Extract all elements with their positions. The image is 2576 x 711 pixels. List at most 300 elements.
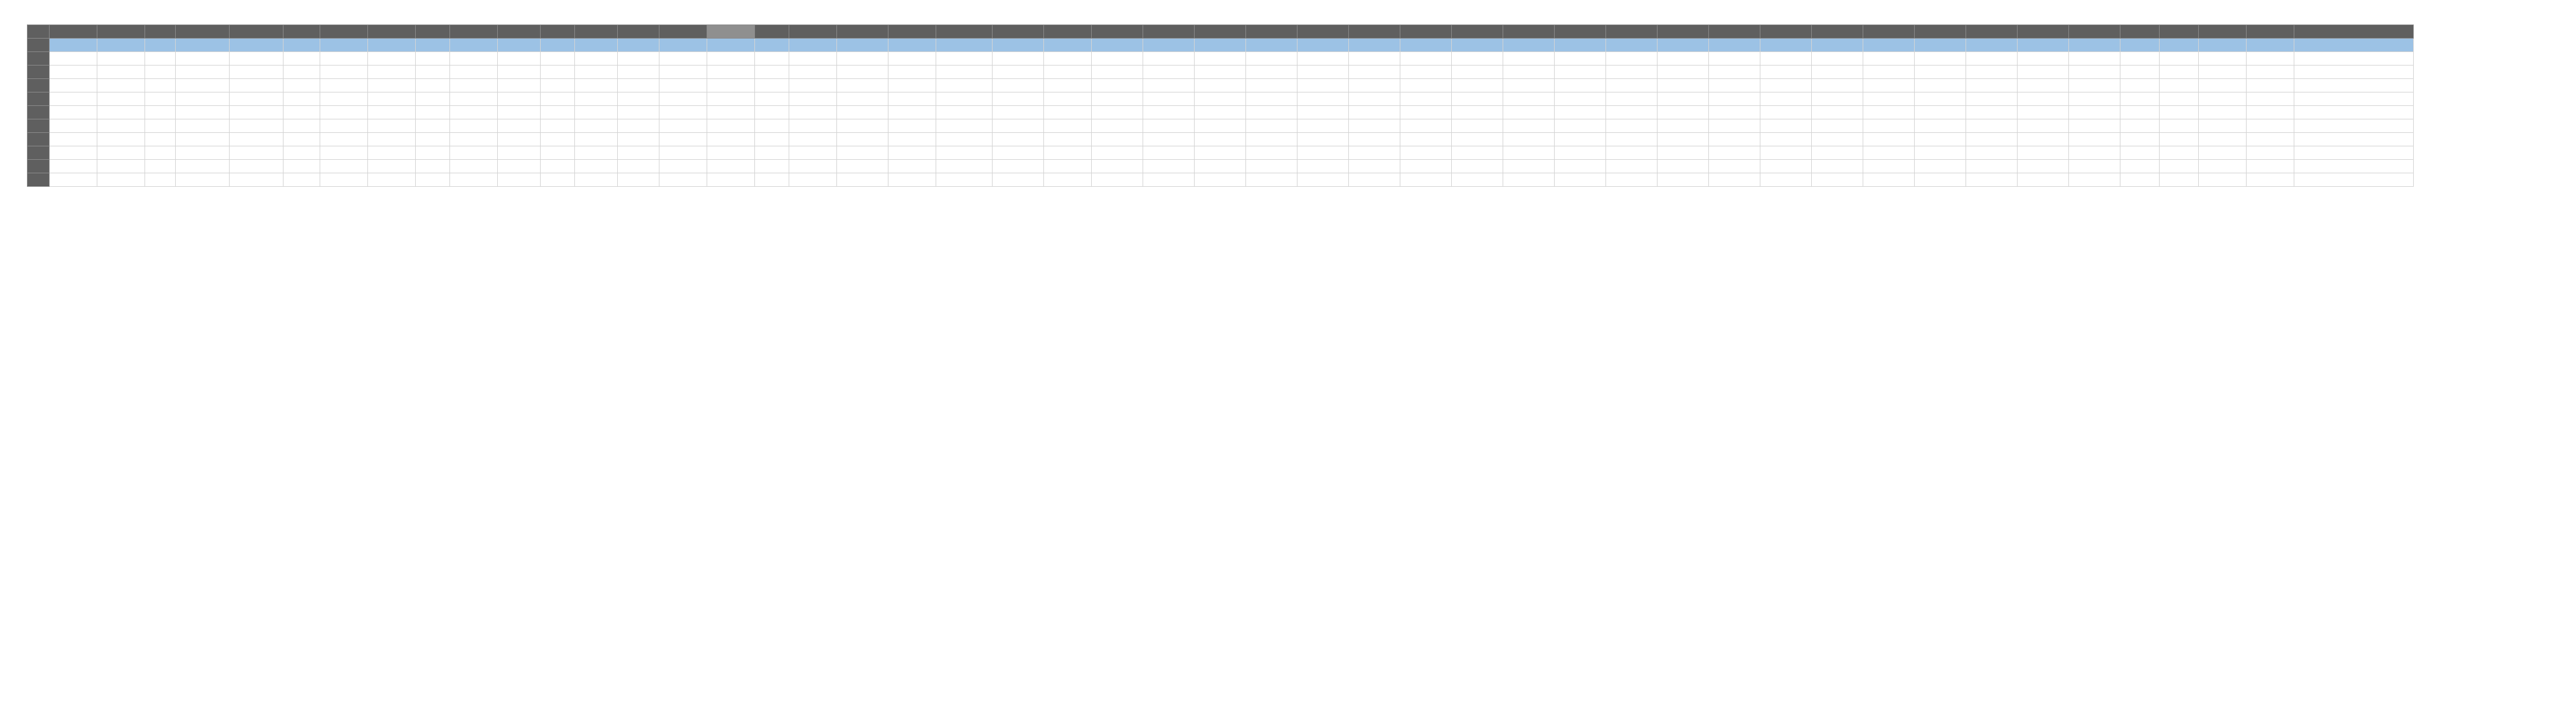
cell-aa5[interactable] <box>1246 92 1297 106</box>
cell-aa9[interactable] <box>1246 146 1297 160</box>
cell-o3[interactable] <box>659 66 707 79</box>
cell-ag2[interactable] <box>1555 52 1606 66</box>
cell-c11[interactable] <box>145 173 176 187</box>
cell-r9[interactable] <box>789 146 837 160</box>
cell-e5[interactable] <box>230 92 284 106</box>
cell-n10[interactable] <box>618 160 659 173</box>
cell-b4[interactable] <box>97 79 145 92</box>
cell-d5[interactable] <box>176 92 230 106</box>
cell-q9[interactable] <box>755 146 789 160</box>
cell-o5[interactable] <box>659 92 707 106</box>
cell-e2[interactable] <box>230 52 284 66</box>
cell-ad1[interactable] <box>1400 39 1452 52</box>
cell-h4[interactable] <box>368 79 416 92</box>
cell-as1[interactable] <box>2160 39 2199 52</box>
cell-a8[interactable] <box>50 133 97 146</box>
column-header-w[interactable] <box>1044 25 1092 39</box>
cell-e8[interactable] <box>230 133 284 146</box>
cell-n6[interactable] <box>618 106 659 119</box>
cell-d10[interactable] <box>176 160 230 173</box>
cell-x6[interactable] <box>1092 106 1143 119</box>
cell-w7[interactable] <box>1044 119 1092 133</box>
cell-g4[interactable] <box>320 79 368 92</box>
cell-au7[interactable] <box>2247 119 2294 133</box>
cell-ac11[interactable] <box>1349 173 1400 187</box>
cell-r7[interactable] <box>789 119 837 133</box>
column-header-am[interactable] <box>1863 25 1915 39</box>
cell-x3[interactable] <box>1092 66 1143 79</box>
cell-ao4[interactable] <box>1966 79 2018 92</box>
cell-au3[interactable] <box>2247 66 2294 79</box>
cell-ar6[interactable] <box>2120 106 2160 119</box>
cell-ai7[interactable] <box>1658 119 1709 133</box>
cell-y7[interactable] <box>1143 119 1195 133</box>
column-header-j[interactable] <box>450 25 498 39</box>
cell-m7[interactable] <box>575 119 618 133</box>
column-header-af[interactable] <box>1503 25 1555 39</box>
cell-o11[interactable] <box>659 173 707 187</box>
cell-v5[interactable] <box>993 92 1044 106</box>
cell-g9[interactable] <box>320 146 368 160</box>
cell-ai4[interactable] <box>1658 79 1709 92</box>
cell-t11[interactable] <box>888 173 936 187</box>
cell-f10[interactable] <box>284 160 320 173</box>
cell-b2[interactable] <box>97 52 145 66</box>
cell-p7[interactable] <box>707 119 755 133</box>
cell-aq1[interactable] <box>2069 39 2120 52</box>
cell-y11[interactable] <box>1143 173 1195 187</box>
cell-ap1[interactable] <box>2018 39 2069 52</box>
cell-d6[interactable] <box>176 106 230 119</box>
cell-ac6[interactable] <box>1349 106 1400 119</box>
cell-h5[interactable] <box>368 92 416 106</box>
cell-ag11[interactable] <box>1555 173 1606 187</box>
cell-ap5[interactable] <box>2018 92 2069 106</box>
cell-ar9[interactable] <box>2120 146 2160 160</box>
column-header-y[interactable] <box>1143 25 1195 39</box>
cell-r1[interactable] <box>789 39 837 52</box>
cell-ai3[interactable] <box>1658 66 1709 79</box>
cell-g6[interactable] <box>320 106 368 119</box>
cell-c7[interactable] <box>145 119 176 133</box>
cell-at2[interactable] <box>2199 52 2247 66</box>
column-header-l[interactable] <box>541 25 575 39</box>
cell-b3[interactable] <box>97 66 145 79</box>
cell-z2[interactable] <box>1195 52 1246 66</box>
cell-ak3[interactable] <box>1760 66 1812 79</box>
cell-ah2[interactable] <box>1606 52 1658 66</box>
cell-av9[interactable] <box>2294 146 2414 160</box>
cell-ak8[interactable] <box>1760 133 1812 146</box>
cell-u9[interactable] <box>936 146 993 160</box>
cell-p11[interactable] <box>707 173 755 187</box>
cell-d7[interactable] <box>176 119 230 133</box>
cell-z10[interactable] <box>1195 160 1246 173</box>
cell-j1[interactable] <box>450 39 498 52</box>
cell-e4[interactable] <box>230 79 284 92</box>
cell-a5[interactable] <box>50 92 97 106</box>
cell-af10[interactable] <box>1503 160 1555 173</box>
column-header-av[interactable] <box>2294 25 2414 39</box>
cell-b10[interactable] <box>97 160 145 173</box>
cell-ak1[interactable] <box>1760 39 1812 52</box>
cell-z6[interactable] <box>1195 106 1246 119</box>
cell-n8[interactable] <box>618 133 659 146</box>
cell-r10[interactable] <box>789 160 837 173</box>
cell-al5[interactable] <box>1812 92 1863 106</box>
cell-ab2[interactable] <box>1297 52 1349 66</box>
cell-a3[interactable] <box>50 66 97 79</box>
cell-ac2[interactable] <box>1349 52 1400 66</box>
cell-ad9[interactable] <box>1400 146 1452 160</box>
cell-at10[interactable] <box>2199 160 2247 173</box>
cell-g5[interactable] <box>320 92 368 106</box>
cell-ae11[interactable] <box>1452 173 1503 187</box>
cell-at9[interactable] <box>2199 146 2247 160</box>
cell-e1[interactable] <box>230 39 284 52</box>
cell-q2[interactable] <box>755 52 789 66</box>
cell-aq10[interactable] <box>2069 160 2120 173</box>
cell-q10[interactable] <box>755 160 789 173</box>
cell-u1[interactable] <box>936 39 993 52</box>
cell-ah9[interactable] <box>1606 146 1658 160</box>
cell-av4[interactable] <box>2294 79 2414 92</box>
cell-ab5[interactable] <box>1297 92 1349 106</box>
row-header-1[interactable] <box>28 39 50 52</box>
cell-ag7[interactable] <box>1555 119 1606 133</box>
cell-af3[interactable] <box>1503 66 1555 79</box>
cell-ag10[interactable] <box>1555 160 1606 173</box>
cell-ag3[interactable] <box>1555 66 1606 79</box>
cell-x11[interactable] <box>1092 173 1143 187</box>
cell-ae9[interactable] <box>1452 146 1503 160</box>
cell-l2[interactable] <box>541 52 575 66</box>
cell-j7[interactable] <box>450 119 498 133</box>
row-header-11[interactable] <box>28 173 50 187</box>
cell-p9[interactable] <box>707 146 755 160</box>
row-header-8[interactable] <box>28 133 50 146</box>
cell-ai1[interactable] <box>1658 39 1709 52</box>
cell-y2[interactable] <box>1143 52 1195 66</box>
cell-ac1[interactable] <box>1349 39 1400 52</box>
cell-ao10[interactable] <box>1966 160 2018 173</box>
cell-au8[interactable] <box>2247 133 2294 146</box>
cell-an5[interactable] <box>1915 92 1966 106</box>
cell-av8[interactable] <box>2294 133 2414 146</box>
cell-ar11[interactable] <box>2120 173 2160 187</box>
cell-d9[interactable] <box>176 146 230 160</box>
cell-f8[interactable] <box>284 133 320 146</box>
cell-al2[interactable] <box>1812 52 1863 66</box>
column-header-i[interactable] <box>416 25 450 39</box>
cell-aa2[interactable] <box>1246 52 1297 66</box>
cell-q4[interactable] <box>755 79 789 92</box>
cell-m9[interactable] <box>575 146 618 160</box>
cell-n5[interactable] <box>618 92 659 106</box>
column-header-at[interactable] <box>2199 25 2247 39</box>
cell-am8[interactable] <box>1863 133 1915 146</box>
cell-v11[interactable] <box>993 173 1044 187</box>
cell-ah3[interactable] <box>1606 66 1658 79</box>
cell-am1[interactable] <box>1863 39 1915 52</box>
cell-au10[interactable] <box>2247 160 2294 173</box>
cell-as5[interactable] <box>2160 92 2199 106</box>
cell-t4[interactable] <box>888 79 936 92</box>
cell-l3[interactable] <box>541 66 575 79</box>
cell-h2[interactable] <box>368 52 416 66</box>
cell-al3[interactable] <box>1812 66 1863 79</box>
cell-am4[interactable] <box>1863 79 1915 92</box>
cell-w3[interactable] <box>1044 66 1092 79</box>
cell-ab9[interactable] <box>1297 146 1349 160</box>
cell-c6[interactable] <box>145 106 176 119</box>
cell-at8[interactable] <box>2199 133 2247 146</box>
cell-l1[interactable] <box>541 39 575 52</box>
cell-ad7[interactable] <box>1400 119 1452 133</box>
cell-h11[interactable] <box>368 173 416 187</box>
cell-ae5[interactable] <box>1452 92 1503 106</box>
cell-t3[interactable] <box>888 66 936 79</box>
cell-at4[interactable] <box>2199 79 2247 92</box>
cell-au2[interactable] <box>2247 52 2294 66</box>
cell-ap8[interactable] <box>2018 133 2069 146</box>
cell-ac4[interactable] <box>1349 79 1400 92</box>
cell-at11[interactable] <box>2199 173 2247 187</box>
cell-ae1[interactable] <box>1452 39 1503 52</box>
cell-ag8[interactable] <box>1555 133 1606 146</box>
column-header-ac[interactable] <box>1349 25 1400 39</box>
cell-p6[interactable] <box>707 106 755 119</box>
cell-ac8[interactable] <box>1349 133 1400 146</box>
cell-f2[interactable] <box>284 52 320 66</box>
cell-s11[interactable] <box>837 173 888 187</box>
cell-aa3[interactable] <box>1246 66 1297 79</box>
cell-al7[interactable] <box>1812 119 1863 133</box>
cell-h10[interactable] <box>368 160 416 173</box>
cell-af2[interactable] <box>1503 52 1555 66</box>
cell-j11[interactable] <box>450 173 498 187</box>
cell-u10[interactable] <box>936 160 993 173</box>
cell-ag1[interactable] <box>1555 39 1606 52</box>
cell-af1[interactable] <box>1503 39 1555 52</box>
cell-i7[interactable] <box>416 119 450 133</box>
cell-t1[interactable] <box>888 39 936 52</box>
cell-av5[interactable] <box>2294 92 2414 106</box>
cell-u3[interactable] <box>936 66 993 79</box>
cell-q8[interactable] <box>755 133 789 146</box>
column-header-d[interactable] <box>176 25 230 39</box>
cell-aa1[interactable] <box>1246 39 1297 52</box>
cell-f5[interactable] <box>284 92 320 106</box>
cell-b5[interactable] <box>97 92 145 106</box>
cell-j10[interactable] <box>450 160 498 173</box>
cell-ak6[interactable] <box>1760 106 1812 119</box>
cell-j8[interactable] <box>450 133 498 146</box>
column-header-ab[interactable] <box>1297 25 1349 39</box>
cell-ag9[interactable] <box>1555 146 1606 160</box>
cell-ae10[interactable] <box>1452 160 1503 173</box>
cell-ak10[interactable] <box>1760 160 1812 173</box>
cell-ar5[interactable] <box>2120 92 2160 106</box>
column-header-ar[interactable] <box>2120 25 2160 39</box>
cell-ad11[interactable] <box>1400 173 1452 187</box>
cell-a7[interactable] <box>50 119 97 133</box>
cell-r8[interactable] <box>789 133 837 146</box>
cell-o6[interactable] <box>659 106 707 119</box>
cell-an3[interactable] <box>1915 66 1966 79</box>
cell-m8[interactable] <box>575 133 618 146</box>
cell-q1[interactable] <box>755 39 789 52</box>
cell-ar3[interactable] <box>2120 66 2160 79</box>
cell-e7[interactable] <box>230 119 284 133</box>
cell-am9[interactable] <box>1863 146 1915 160</box>
cell-v10[interactable] <box>993 160 1044 173</box>
cell-s4[interactable] <box>837 79 888 92</box>
column-header-q[interactable] <box>755 25 789 39</box>
cell-af8[interactable] <box>1503 133 1555 146</box>
cell-ab10[interactable] <box>1297 160 1349 173</box>
cell-ac5[interactable] <box>1349 92 1400 106</box>
cell-z11[interactable] <box>1195 173 1246 187</box>
cell-g10[interactable] <box>320 160 368 173</box>
cell-p8[interactable] <box>707 133 755 146</box>
cell-al10[interactable] <box>1812 160 1863 173</box>
cell-aj1[interactable] <box>1709 39 1760 52</box>
column-header-h[interactable] <box>368 25 416 39</box>
cell-x2[interactable] <box>1092 52 1143 66</box>
column-header-u[interactable] <box>936 25 993 39</box>
cell-ap10[interactable] <box>2018 160 2069 173</box>
column-header-p[interactable] <box>707 25 755 39</box>
cell-ah1[interactable] <box>1606 39 1658 52</box>
cell-ah4[interactable] <box>1606 79 1658 92</box>
cell-b8[interactable] <box>97 133 145 146</box>
cell-aj10[interactable] <box>1709 160 1760 173</box>
cell-ao7[interactable] <box>1966 119 2018 133</box>
cell-am7[interactable] <box>1863 119 1915 133</box>
cell-s10[interactable] <box>837 160 888 173</box>
cell-as3[interactable] <box>2160 66 2199 79</box>
cell-c8[interactable] <box>145 133 176 146</box>
column-header-e[interactable] <box>230 25 284 39</box>
cell-ak4[interactable] <box>1760 79 1812 92</box>
row-header-3[interactable] <box>28 66 50 79</box>
cell-am2[interactable] <box>1863 52 1915 66</box>
cell-an1[interactable] <box>1915 39 1966 52</box>
cell-q11[interactable] <box>755 173 789 187</box>
cell-ah11[interactable] <box>1606 173 1658 187</box>
cell-an8[interactable] <box>1915 133 1966 146</box>
cell-c5[interactable] <box>145 92 176 106</box>
cell-ab8[interactable] <box>1297 133 1349 146</box>
cell-g2[interactable] <box>320 52 368 66</box>
cell-u4[interactable] <box>936 79 993 92</box>
cell-l7[interactable] <box>541 119 575 133</box>
cell-g7[interactable] <box>320 119 368 133</box>
cell-aa4[interactable] <box>1246 79 1297 92</box>
cell-as8[interactable] <box>2160 133 2199 146</box>
cell-y4[interactable] <box>1143 79 1195 92</box>
cell-o7[interactable] <box>659 119 707 133</box>
cell-au5[interactable] <box>2247 92 2294 106</box>
cell-ad4[interactable] <box>1400 79 1452 92</box>
cell-q5[interactable] <box>755 92 789 106</box>
cell-e10[interactable] <box>230 160 284 173</box>
cell-al11[interactable] <box>1812 173 1863 187</box>
cell-am5[interactable] <box>1863 92 1915 106</box>
cell-an9[interactable] <box>1915 146 1966 160</box>
cell-d1[interactable] <box>176 39 230 52</box>
cell-s9[interactable] <box>837 146 888 160</box>
cell-au9[interactable] <box>2247 146 2294 160</box>
cell-aj4[interactable] <box>1709 79 1760 92</box>
cell-w6[interactable] <box>1044 106 1092 119</box>
column-header-au[interactable] <box>2247 25 2294 39</box>
cell-a11[interactable] <box>50 173 97 187</box>
cell-ar8[interactable] <box>2120 133 2160 146</box>
cell-s2[interactable] <box>837 52 888 66</box>
cell-aj2[interactable] <box>1709 52 1760 66</box>
cell-q6[interactable] <box>755 106 789 119</box>
cell-aq4[interactable] <box>2069 79 2120 92</box>
cell-as7[interactable] <box>2160 119 2199 133</box>
cell-m11[interactable] <box>575 173 618 187</box>
cell-am6[interactable] <box>1863 106 1915 119</box>
cell-c3[interactable] <box>145 66 176 79</box>
cell-ah10[interactable] <box>1606 160 1658 173</box>
cell-ac3[interactable] <box>1349 66 1400 79</box>
cell-w11[interactable] <box>1044 173 1092 187</box>
cell-av11[interactable] <box>2294 173 2414 187</box>
cell-ab11[interactable] <box>1297 173 1349 187</box>
cell-am3[interactable] <box>1863 66 1915 79</box>
cell-m10[interactable] <box>575 160 618 173</box>
cell-b6[interactable] <box>97 106 145 119</box>
cell-h6[interactable] <box>368 106 416 119</box>
cell-o8[interactable] <box>659 133 707 146</box>
cell-as2[interactable] <box>2160 52 2199 66</box>
cell-aq2[interactable] <box>2069 52 2120 66</box>
cell-ad2[interactable] <box>1400 52 1452 66</box>
cell-r5[interactable] <box>789 92 837 106</box>
cell-i11[interactable] <box>416 173 450 187</box>
cell-m4[interactable] <box>575 79 618 92</box>
cell-y6[interactable] <box>1143 106 1195 119</box>
cell-n1[interactable] <box>618 39 659 52</box>
column-header-ae[interactable] <box>1452 25 1503 39</box>
cell-aj11[interactable] <box>1709 173 1760 187</box>
cell-m1[interactable] <box>575 39 618 52</box>
cell-s7[interactable] <box>837 119 888 133</box>
cell-k1[interactable] <box>498 39 541 52</box>
cell-v1[interactable] <box>993 39 1044 52</box>
cell-t7[interactable] <box>888 119 936 133</box>
spreadsheet-grid[interactable] <box>27 24 2414 187</box>
cell-l5[interactable] <box>541 92 575 106</box>
cell-ai11[interactable] <box>1658 173 1709 187</box>
cell-af4[interactable] <box>1503 79 1555 92</box>
cell-m5[interactable] <box>575 92 618 106</box>
cell-k10[interactable] <box>498 160 541 173</box>
cell-aa8[interactable] <box>1246 133 1297 146</box>
cell-w8[interactable] <box>1044 133 1092 146</box>
cell-r6[interactable] <box>789 106 837 119</box>
cell-am11[interactable] <box>1863 173 1915 187</box>
cell-r3[interactable] <box>789 66 837 79</box>
cell-c9[interactable] <box>145 146 176 160</box>
cell-x8[interactable] <box>1092 133 1143 146</box>
cell-ak11[interactable] <box>1760 173 1812 187</box>
